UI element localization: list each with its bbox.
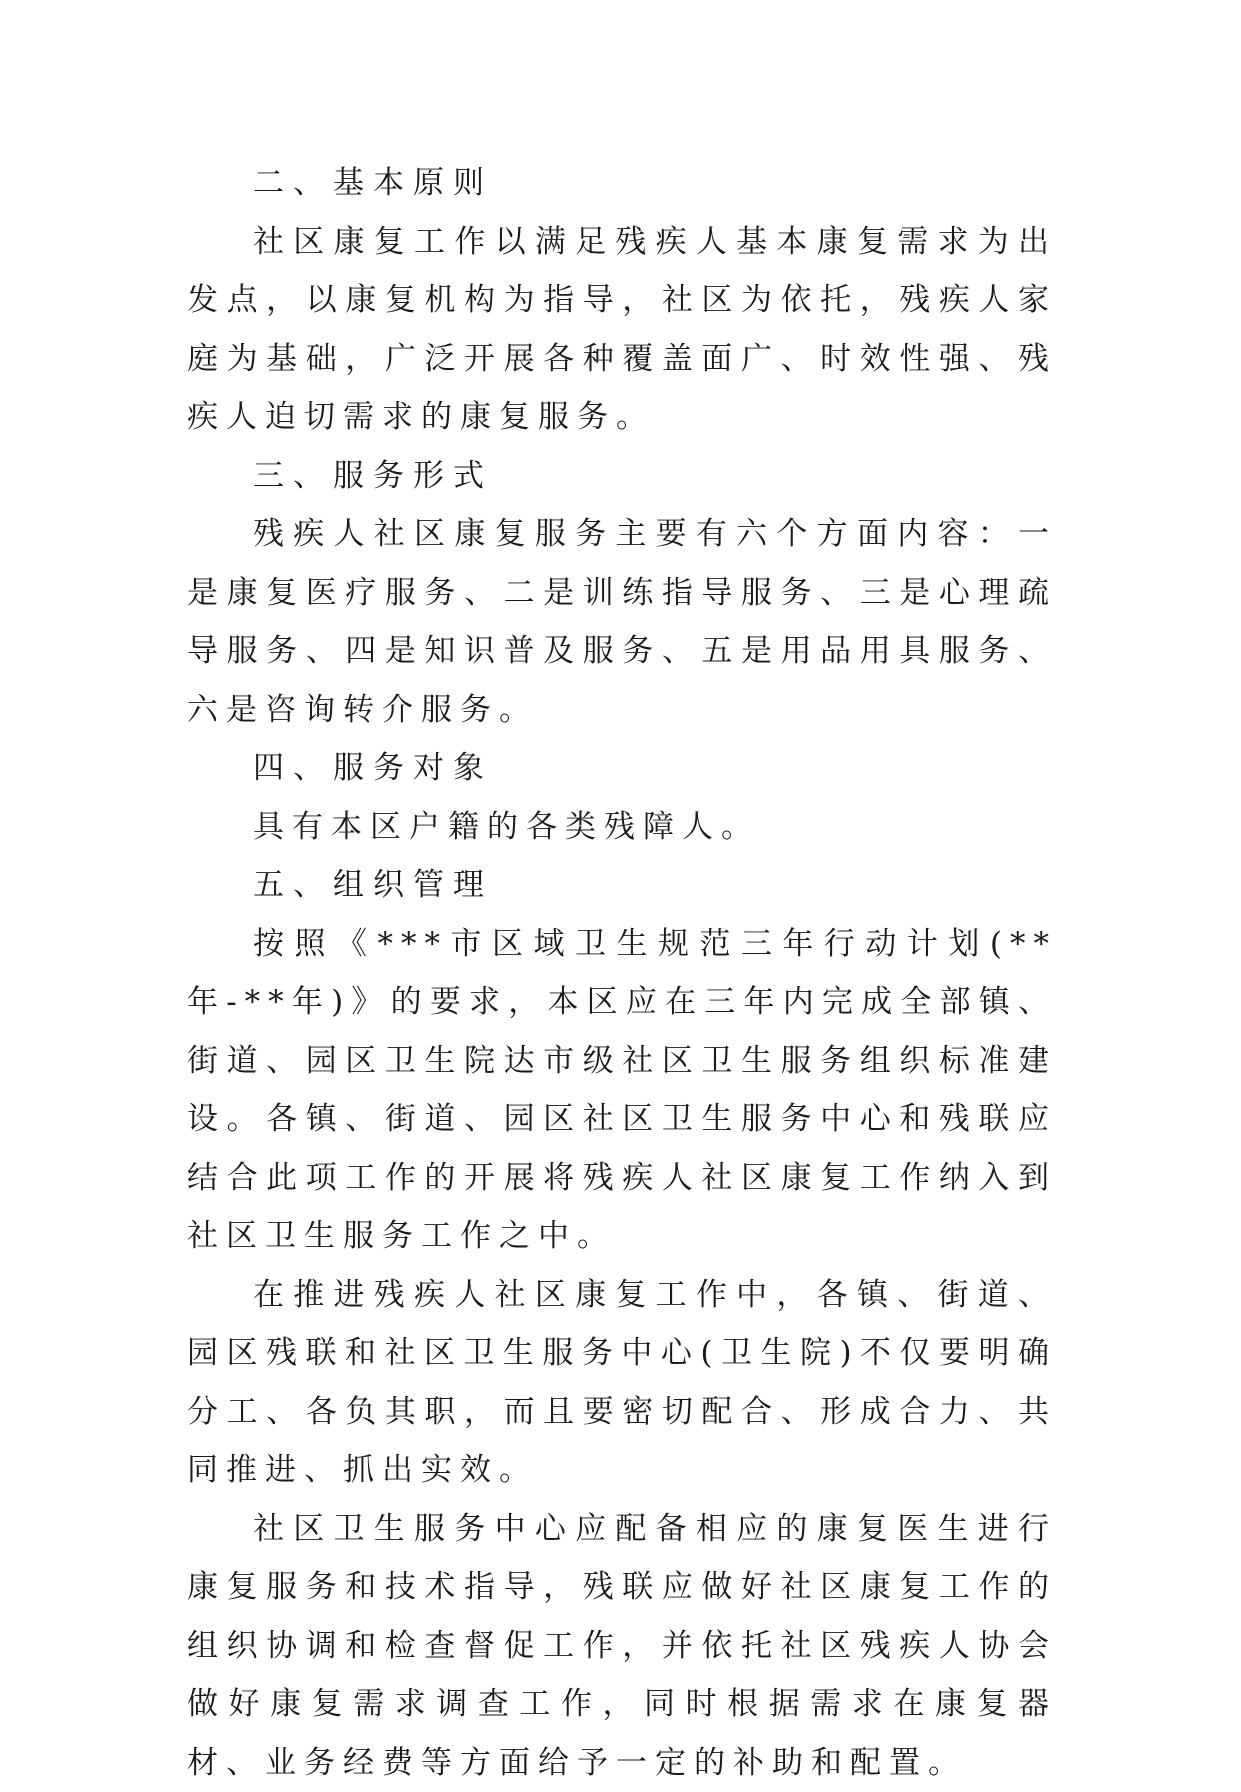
paragraph-organization-plan: 按照《***市区域卫生规范三年行动计划(**年-**年)》的要求，本区应在三年内完成全部镇、街道、园区卫生院达市级社区卫生服务组织标准建设。各镇、街道、园区社区卫生服务中心和残联应结合此项工作的开展将残疾人社区康复工作纳入到社区卫生服务工作之中。 — [187, 915, 1057, 1266]
paragraph-organization-duties: 社区卫生服务中心应配备相应的康复医生进行康复服务和技术指导，残联应做好社区康复工作的组织协调和检查督促工作，并依托社区残疾人协会做好康复需求调查工作，同时根据需求在康复器材、业务经费等方面给予一定的补助和配置。 — [187, 1500, 1057, 1792]
section-heading-organization: 五、组织管理 — [187, 856, 1057, 915]
paragraph-service-forms: 残疾人社区康复服务主要有六个方面内容：一是康复医疗服务、二是训练指导服务、三是心理疏导服务、四是知识普及服务、五是用品用具服务、六是咨询转介服务。 — [187, 505, 1057, 739]
section-heading-basic-principles: 二、基本原则 — [187, 154, 1057, 213]
paragraph-basic-principles: 社区康复工作以满足残疾人基本康复需求为出发点，以康复机构为指导，社区为依托，残疾人家庭为基础，广泛开展各种覆盖面广、时效性强、残疾人迫切需求的康复服务。 — [187, 213, 1057, 447]
document-body — [187, 154, 1057, 1792]
section-heading-service-targets: 四、服务对象 — [187, 739, 1057, 798]
section-heading-service-forms: 三、服务形式 — [187, 447, 1057, 506]
paragraph-service-targets: 具有本区户籍的各类残障人。 — [187, 798, 1057, 857]
paragraph-organization-cooperation: 在推进残疾人社区康复工作中，各镇、街道、园区残联和社区卫生服务中心(卫生院)不仅要明确分工、各负其职，而且要密切配合、形成合力、共同推进、抓出实效。 — [187, 1266, 1057, 1500]
